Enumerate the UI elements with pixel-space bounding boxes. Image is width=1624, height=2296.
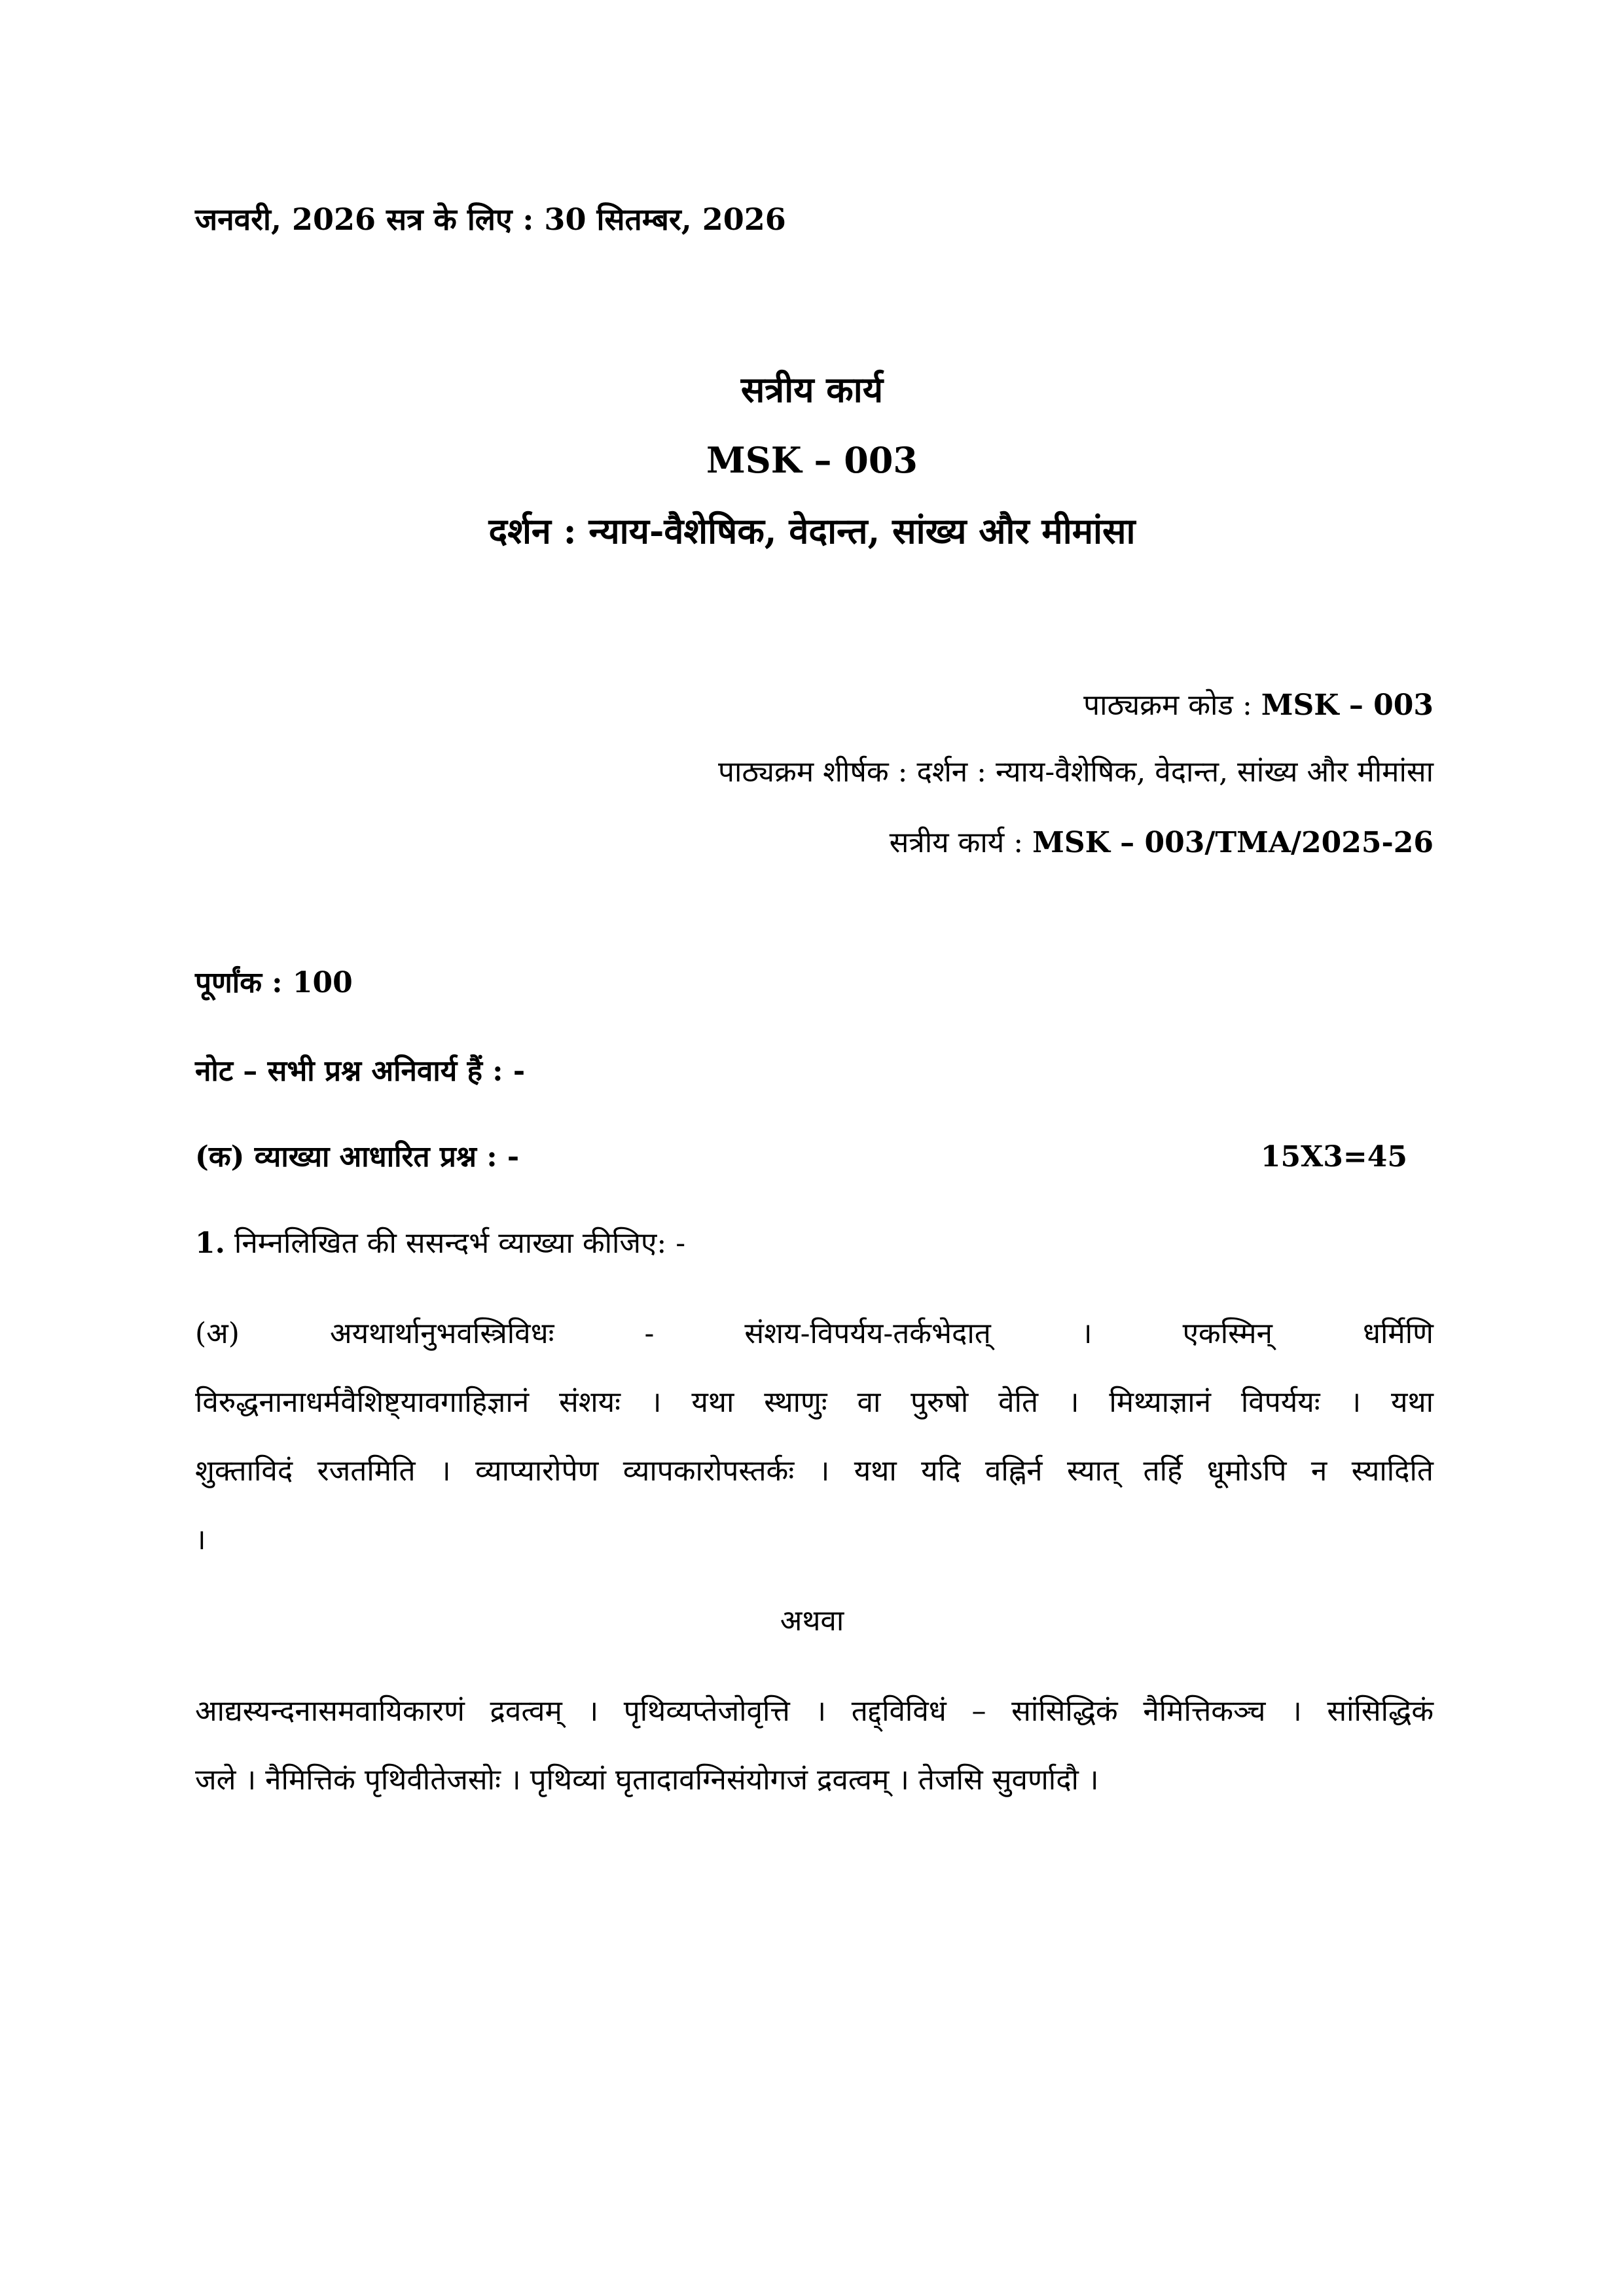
option-label: (अ)	[195, 1317, 240, 1350]
or-separator: अथवा	[780, 1604, 844, 1638]
assignment-label: सत्रीय कार्य :	[889, 826, 1033, 859]
course-title-label: पाठ्यक्रम शीर्षक :	[717, 755, 917, 789]
passage-word: संशय-विपर्यय-तर्कभेदात्	[744, 1317, 991, 1350]
passage-b-line-2: जले । नैमित्तिकं पृथिवीतेजसोः । पृथिव्यां घृतादावग्निसंयोगजं द्रवत्वम् । तेजसि सुवर्णादौ ।	[195, 1763, 1099, 1797]
passage-word: अयथार्थानुभवस्त्रिविधः	[329, 1317, 554, 1350]
passage-a-line-3: शुक्ताविदं रजतमिति । व्याप्यारोपेण व्यापकारोपस्तर्कः । यथा यदि वह्निर्न स्यात् तर्हि धूमोऽपि न स्यादिति	[195, 1454, 1434, 1488]
passage-word: धर्मिणि	[1362, 1317, 1434, 1350]
course-code-label: पाठ्यक्रम कोड :	[1083, 689, 1261, 722]
course-title-info	[0, 755, 1434, 789]
page-title: सत्रीय कार्य	[740, 368, 884, 410]
passage-option-b	[195, 1677, 1434, 1814]
passage-option-a	[195, 1299, 1434, 1574]
course-code-title: MSK – 003	[706, 439, 918, 481]
passage-a-line-4: ।	[195, 1523, 206, 1556]
passage-danda: ।	[1081, 1317, 1092, 1350]
passage-dash: -	[644, 1317, 655, 1350]
course-code-info	[0, 691, 1434, 720]
assignment-code-info	[0, 826, 1434, 859]
question-number: 1.	[195, 1227, 225, 1260]
question-prompt	[195, 1229, 685, 1258]
section-marks: 15X3=45	[1260, 1140, 1407, 1174]
course-title-value: दर्शन : न्याय-वैशेषिक, वेदान्त, सांख्य और मीमांसा	[916, 755, 1434, 789]
passage-word: एकस्मिन्	[1182, 1317, 1272, 1350]
max-marks: पूर्णांक : 100	[195, 966, 353, 999]
passage-a-line-1	[195, 1299, 1434, 1368]
passage-b-line-1: आद्यस्यन्दनासमवायिकारणं द्रवत्वम् । पृथिव्यप्तेजोवृत्ति । तद्द्विविधं – सांसिद्धिकं नैमित्तिकञ्च । सांसिद्धिकं	[195, 1695, 1434, 1728]
question-text: निम्नलिखित की ससन्दर्भ व्याख्या कीजिए: -	[225, 1227, 686, 1260]
section-heading	[195, 1140, 1407, 1174]
passage-a-line-2: विरुद्धनानाधर्मवैशिष्ट्यावगाहिज्ञानं संशयः । यथा स्थाणुः वा पुरुषो वेति । मिथ्याज्ञानं विपर्ययः । यथा	[195, 1386, 1434, 1419]
assignment-value: MSK – 003/TMA/2025-26	[1032, 826, 1434, 859]
course-name-title: दर्शन : न्याय-वैशेषिक, वेदान्त, सांख्य और मीमांसा	[488, 510, 1136, 552]
course-code-value: MSK – 003	[1261, 689, 1434, 722]
instructions-note: नोट – सभी प्रश्न अनिवार्य हैं : -	[195, 1054, 526, 1088]
session-deadline: जनवरी, 2026 सत्र के लिए : 30 सितम्बर, 2026	[195, 202, 786, 237]
section-title: (क) व्याख्या आधारित प्रश्न : -	[195, 1140, 520, 1174]
